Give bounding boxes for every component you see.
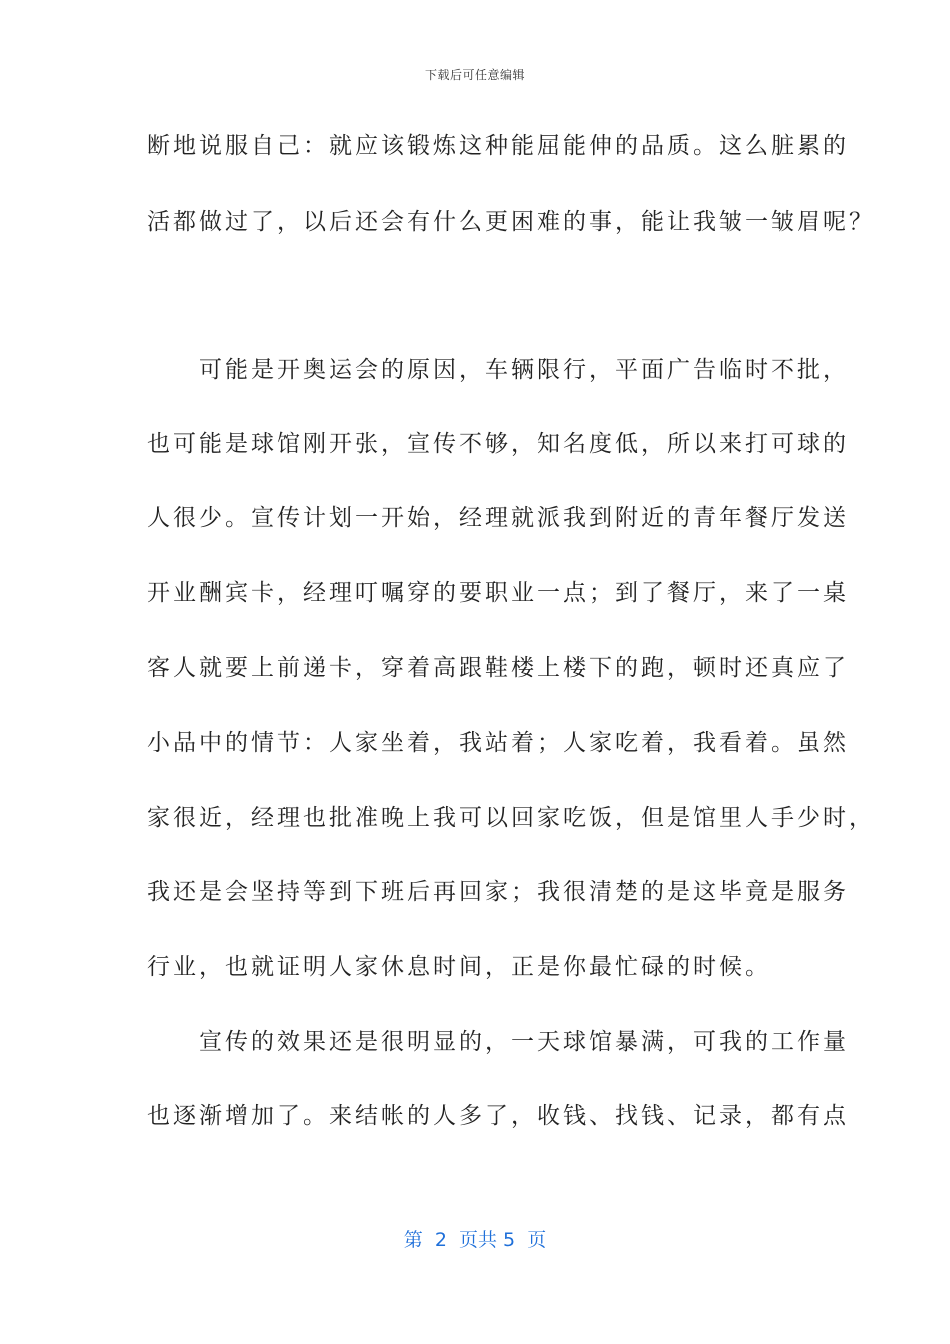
paragraph-3-line-2: 也逐渐增加了。来结帐的人多了，收钱、找钱、记录，都有点 [147, 1103, 849, 1129]
paragraph-2-line-5: 客人就要上前递卡，穿着高跟鞋楼上楼下的跑，顿时还真应了 [147, 655, 849, 681]
page-header: 下载后可任意编辑 [424, 68, 525, 82]
paragraph-2-line-9: 行业，也就证明人家休息时间，正是你最忙碌的时候。 [147, 954, 771, 980]
paragraph-2-line-1: 可能是开奥运会的原因，车辆限行，平面广告临时不批， [147, 357, 849, 383]
paragraph-1-line-2: 活都做过了，以后还会有什么更困难的事，能让我皱一皱眉呢？ [147, 209, 875, 235]
paragraph-1-line-1: 断地说服自己：就应该锻炼这种能屈能伸的品质。这么脏累的 [147, 133, 849, 159]
paragraph-3-line-1: 宣传的效果还是很明显的，一天球馆暴满，可我的工作量 [147, 1029, 849, 1055]
page-number-footer: 第 2 页共 5 页 [403, 1229, 547, 1251]
paragraph-2-line-8: 我还是会坚持等到下班后再回家；我很清楚的是这毕竟是服务 [147, 879, 849, 905]
paragraph-2-line-4: 开业酬宾卡，经理叮嘱穿的要职业一点；到了餐厅，来了一桌 [147, 580, 849, 606]
paragraph-2-line-6: 小品中的情节：人家坐着，我站着；人家吃着，我看着。虽然 [147, 730, 849, 756]
paragraph-2-line-2: 也可能是球馆刚开张，宣传不够，知名度低，所以来打可球的 [147, 431, 849, 457]
paragraph-2-line-3: 人很少。宣传计划一开始，经理就派我到附近的青年餐厅发送 [147, 505, 849, 531]
paragraph-2-line-7: 家很近，经理也批准晚上我可以回家吃饭，但是馆里人手少时， [147, 805, 875, 831]
